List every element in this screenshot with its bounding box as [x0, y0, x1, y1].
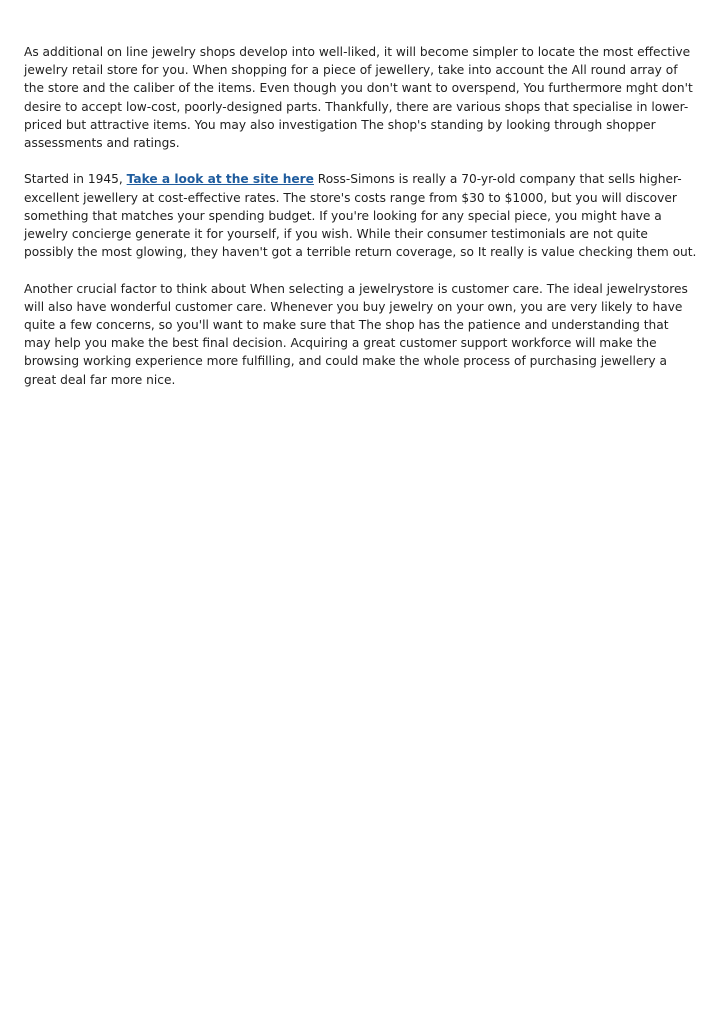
paragraph-ross-simons-lead: Started in 1945, [24, 172, 127, 187]
paragraph-ross-simons-body: Ross-Simons is really a 70-yr-old company that sells higher-excellent jewellery at cost-effective rates. The store's costs range from $30 to $1000, but you will discover something that matches your spending budget. If you're looking for any special piece, you might have a jewelry concierge generate it for yourself, if you wish. While their consumer testimonials are not quite possibly the most glowing, they haven't got a terrible return coverage, so It really is value checking them out. [24, 172, 697, 260]
document-page [24, 43, 698, 407]
paragraph-customer-care: Another crucial factor to think about When selecting a jewelrystore is customer care. The ideal jewelrystores will also have wonderful customer care. Whenever you buy jewelry on your own, you are very likely to have quite a few concerns, so you'll want to make sure that The shop has the patience and understanding that may help you make the best final decision. Acquiring a great customer support workforce will make the browsing working experience more fulfilling, and could make the whole process of purchasing jewellery a great deal far more nice. [24, 281, 688, 387]
paragraph-ross-simons [24, 170, 698, 261]
paragraph-intro: As additional on line jewelry shops develop into well-liked, it will become simpler to locate the most effective jewelry retail store for you. When shopping for a piece of jewellery, take into account the All round array of the store and the caliber of the items. Even though you don't want to overspend, You furthermore mght don't desire to accept low-cost, poorly-designed parts. Thankfully, there are various shops that specialise in lower-priced but attractive items. You may also investigation The shop's standing by looking through shopper assessments and ratings. [24, 45, 693, 151]
site-link[interactable]: Take a look at the site here [126, 172, 314, 187]
